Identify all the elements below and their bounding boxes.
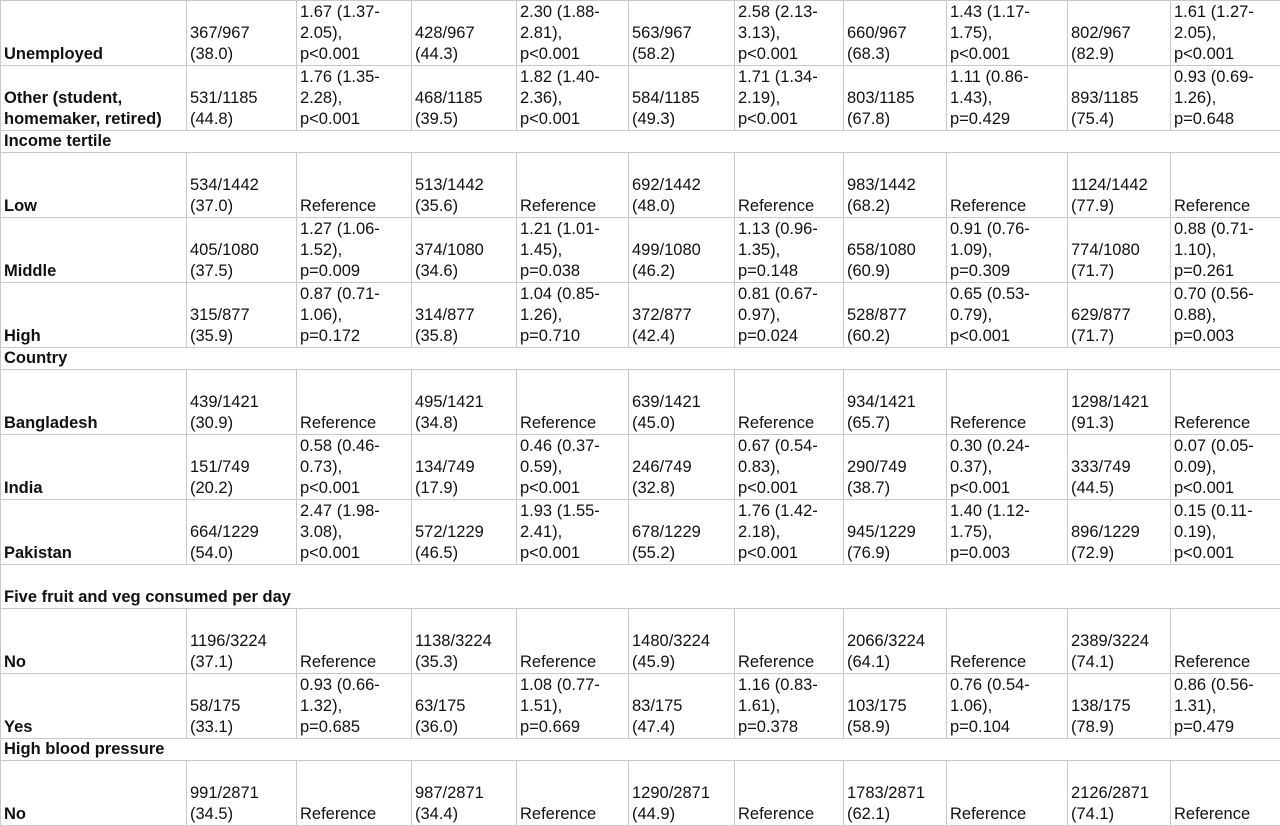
- table-row: [1, 1, 1280, 66]
- odds-ratio-cell: Reference: [947, 609, 1068, 674]
- count-cell: 802/967 (82.9): [1068, 1, 1171, 66]
- odds-ratio-cell: Reference: [297, 370, 412, 435]
- count-cell: 1124/1442 (77.9): [1068, 153, 1171, 218]
- count-cell: 774/1080 (71.7): [1068, 218, 1171, 283]
- odds-ratio-cell: 0.93 (0.69- 1.26), p=0.648: [1171, 66, 1280, 131]
- table-row: [1, 370, 1280, 435]
- count-cell: 1196/3224 (37.1): [187, 609, 297, 674]
- count-cell: 983/1442 (68.2): [844, 153, 947, 218]
- table-row: [1, 283, 1280, 348]
- odds-ratio-cell: 0.76 (0.54- 1.06), p=0.104: [947, 674, 1068, 739]
- section-heading: Five fruit and veg consumed per day: [1, 565, 1280, 609]
- odds-ratio-cell: Reference: [297, 153, 412, 218]
- count-cell: 151/749 (20.2): [187, 435, 297, 500]
- count-cell: 639/1421 (45.0): [629, 370, 735, 435]
- count-cell: 2389/3224 (74.1): [1068, 609, 1171, 674]
- odds-ratio-cell: Reference: [1171, 153, 1280, 218]
- count-cell: 584/1185 (49.3): [629, 66, 735, 131]
- count-cell: 987/2871 (34.4): [412, 761, 517, 826]
- row-label: No: [1, 609, 187, 674]
- row-label: Other (student, homemaker, retired): [1, 66, 187, 131]
- row-label: Pakistan: [1, 500, 187, 565]
- count-cell: 315/877 (35.9): [187, 283, 297, 348]
- odds-ratio-cell: 0.65 (0.53- 0.79), p<0.001: [947, 283, 1068, 348]
- count-cell: 678/1229 (55.2): [629, 500, 735, 565]
- odds-ratio-cell: 1.27 (1.06- 1.52), p=0.009: [297, 218, 412, 283]
- count-cell: 63/175 (36.0): [412, 674, 517, 739]
- count-cell: 660/967 (68.3): [844, 1, 947, 66]
- section-header-row: [1, 739, 1280, 761]
- count-cell: 531/1185 (44.8): [187, 66, 297, 131]
- odds-ratio-cell: 0.93 (0.66- 1.32), p=0.685: [297, 674, 412, 739]
- odds-ratio-cell: 1.76 (1.35- 2.28), p<0.001: [297, 66, 412, 131]
- count-cell: 513/1442 (35.6): [412, 153, 517, 218]
- odds-ratio-cell: 1.67 (1.37- 2.05), p<0.001: [297, 1, 412, 66]
- table-row: [1, 153, 1280, 218]
- odds-ratio-cell: 1.93 (1.55- 2.41), p<0.001: [517, 500, 629, 565]
- odds-ratio-cell: Reference: [517, 370, 629, 435]
- row-label: Unemployed: [1, 1, 187, 66]
- count-cell: 896/1229 (72.9): [1068, 500, 1171, 565]
- odds-ratio-cell: 1.71 (1.34- 2.19), p<0.001: [735, 66, 844, 131]
- table-row: [1, 674, 1280, 739]
- count-cell: 563/967 (58.2): [629, 1, 735, 66]
- count-cell: 2126/2871 (74.1): [1068, 761, 1171, 826]
- count-cell: 803/1185 (67.8): [844, 66, 947, 131]
- odds-ratio-cell: 0.88 (0.71- 1.10), p=0.261: [1171, 218, 1280, 283]
- odds-ratio-cell: 1.16 (0.83- 1.61), p=0.378: [735, 674, 844, 739]
- odds-ratio-cell: 0.58 (0.46- 0.73), p<0.001: [297, 435, 412, 500]
- count-cell: 692/1442 (48.0): [629, 153, 735, 218]
- odds-ratio-cell: Reference: [947, 153, 1068, 218]
- section-header-row: [1, 131, 1280, 153]
- odds-ratio-cell: 1.82 (1.40- 2.36), p<0.001: [517, 66, 629, 131]
- count-cell: 468/1185 (39.5): [412, 66, 517, 131]
- count-cell: 893/1185 (75.4): [1068, 66, 1171, 131]
- odds-ratio-cell: 0.07 (0.05- 0.09), p<0.001: [1171, 435, 1280, 500]
- odds-ratio-cell: 2.58 (2.13- 3.13), p<0.001: [735, 1, 844, 66]
- count-cell: 534/1442 (37.0): [187, 153, 297, 218]
- count-cell: 333/749 (44.5): [1068, 435, 1171, 500]
- count-cell: 1480/3224 (45.9): [629, 609, 735, 674]
- row-label: India: [1, 435, 187, 500]
- row-label: High: [1, 283, 187, 348]
- count-cell: 290/749 (38.7): [844, 435, 947, 500]
- section-header-row: [1, 348, 1280, 370]
- count-cell: 572/1229 (46.5): [412, 500, 517, 565]
- count-cell: 934/1421 (65.7): [844, 370, 947, 435]
- section-heading: Country: [1, 348, 1280, 370]
- odds-ratio-cell: 2.47 (1.98- 3.08), p<0.001: [297, 500, 412, 565]
- table-row: [1, 609, 1280, 674]
- odds-ratio-cell: 1.13 (0.96- 1.35), p=0.148: [735, 218, 844, 283]
- count-cell: 664/1229 (54.0): [187, 500, 297, 565]
- odds-ratio-cell: 0.15 (0.11- 0.19), p<0.001: [1171, 500, 1280, 565]
- count-cell: 658/1080 (60.9): [844, 218, 947, 283]
- count-cell: 1138/3224 (35.3): [412, 609, 517, 674]
- odds-ratio-cell: 1.76 (1.42- 2.18), p<0.001: [735, 500, 844, 565]
- odds-ratio-cell: Reference: [735, 609, 844, 674]
- odds-ratio-cell: Reference: [297, 761, 412, 826]
- table-body: [1, 1, 1280, 826]
- count-cell: 495/1421 (34.8): [412, 370, 517, 435]
- count-cell: 1783/2871 (62.1): [844, 761, 947, 826]
- odds-ratio-cell: Reference: [735, 153, 844, 218]
- odds-ratio-cell: Reference: [1171, 761, 1280, 826]
- count-cell: 58/175 (33.1): [187, 674, 297, 739]
- section-heading: High blood pressure: [1, 739, 1280, 761]
- count-cell: 83/175 (47.4): [629, 674, 735, 739]
- table-row: [1, 66, 1280, 131]
- odds-ratio-cell: Reference: [297, 609, 412, 674]
- count-cell: 374/1080 (34.6): [412, 218, 517, 283]
- count-cell: 134/749 (17.9): [412, 435, 517, 500]
- odds-ratio-cell: 0.86 (0.56- 1.31), p=0.479: [1171, 674, 1280, 739]
- odds-ratio-cell: 1.08 (0.77- 1.51), p=0.669: [517, 674, 629, 739]
- odds-ratio-cell: 0.87 (0.71- 1.06), p=0.172: [297, 283, 412, 348]
- odds-ratio-cell: Reference: [517, 761, 629, 826]
- count-cell: 499/1080 (46.2): [629, 218, 735, 283]
- count-cell: 1298/1421 (91.3): [1068, 370, 1171, 435]
- odds-ratio-cell: Reference: [517, 153, 629, 218]
- count-cell: 439/1421 (30.9): [187, 370, 297, 435]
- odds-ratio-cell: 1.21 (1.01- 1.45), p=0.038: [517, 218, 629, 283]
- odds-ratio-cell: 0.70 (0.56- 0.88), p=0.003: [1171, 283, 1280, 348]
- count-cell: 428/967 (44.3): [412, 1, 517, 66]
- section-heading: Income tertile: [1, 131, 1280, 153]
- count-cell: 246/749 (32.8): [629, 435, 735, 500]
- row-label: Middle: [1, 218, 187, 283]
- table-row: [1, 435, 1280, 500]
- count-cell: 367/967 (38.0): [187, 1, 297, 66]
- table-row: [1, 761, 1280, 826]
- count-cell: 372/877 (42.4): [629, 283, 735, 348]
- count-cell: 138/175 (78.9): [1068, 674, 1171, 739]
- count-cell: 629/877 (71.7): [1068, 283, 1171, 348]
- odds-ratio-cell: 1.40 (1.12- 1.75), p=0.003: [947, 500, 1068, 565]
- odds-ratio-cell: Reference: [735, 370, 844, 435]
- odds-ratio-cell: 0.67 (0.54- 0.83), p<0.001: [735, 435, 844, 500]
- count-cell: 405/1080 (37.5): [187, 218, 297, 283]
- odds-ratio-cell: 1.04 (0.85- 1.26), p=0.710: [517, 283, 629, 348]
- count-cell: 2066/3224 (64.1): [844, 609, 947, 674]
- row-label: No: [1, 761, 187, 826]
- odds-ratio-cell: 0.91 (0.76- 1.09), p=0.309: [947, 218, 1068, 283]
- row-label: Yes: [1, 674, 187, 739]
- section-header-row: [1, 565, 1280, 609]
- table-row: [1, 218, 1280, 283]
- count-cell: 945/1229 (76.9): [844, 500, 947, 565]
- odds-ratio-cell: 1.43 (1.17- 1.75), p<0.001: [947, 1, 1068, 66]
- count-cell: 103/175 (58.9): [844, 674, 947, 739]
- odds-ratio-cell: 0.46 (0.37- 0.59), p<0.001: [517, 435, 629, 500]
- odds-ratio-cell: 0.30 (0.24- 0.37), p<0.001: [947, 435, 1068, 500]
- odds-ratio-cell: Reference: [517, 609, 629, 674]
- odds-ratio-cell: Reference: [947, 370, 1068, 435]
- odds-ratio-cell: 1.61 (1.27- 2.05), p<0.001: [1171, 1, 1280, 66]
- count-cell: 991/2871 (34.5): [187, 761, 297, 826]
- odds-ratio-cell: 1.11 (0.86- 1.43), p=0.429: [947, 66, 1068, 131]
- table-row: [1, 500, 1280, 565]
- count-cell: 1290/2871 (44.9): [629, 761, 735, 826]
- odds-ratio-cell: Reference: [1171, 609, 1280, 674]
- odds-ratio-cell: Reference: [735, 761, 844, 826]
- count-cell: 314/877 (35.8): [412, 283, 517, 348]
- count-cell: 528/877 (60.2): [844, 283, 947, 348]
- odds-ratio-cell: Reference: [1171, 370, 1280, 435]
- odds-ratio-cell: 0.81 (0.67- 0.97), p=0.024: [735, 283, 844, 348]
- row-label: Low: [1, 153, 187, 218]
- row-label: Bangladesh: [1, 370, 187, 435]
- odds-ratio-cell: 2.30 (1.88- 2.81), p<0.001: [517, 1, 629, 66]
- odds-ratio-cell: Reference: [947, 761, 1068, 826]
